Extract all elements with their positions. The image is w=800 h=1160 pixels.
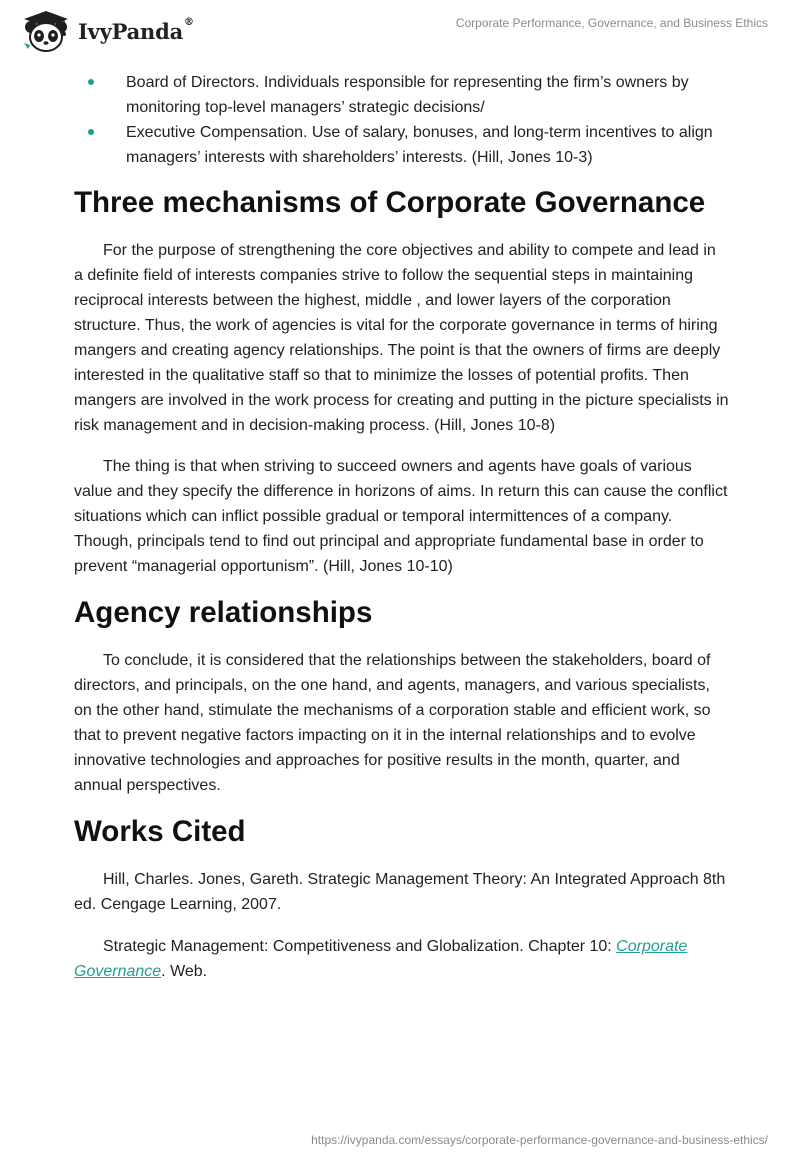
essay-content bbox=[74, 70, 729, 984]
bullet-list bbox=[74, 70, 729, 170]
citation: Hill, Charles. Jones, Gareth. Strategic Management Theory: An Integrated Approach 8th ed. Cengage Learning, 2007. bbox=[74, 871, 726, 913]
bullet-icon bbox=[88, 129, 94, 135]
brand-name[interactable]: IvyPanda® bbox=[78, 17, 194, 44]
bullet-icon bbox=[88, 79, 94, 85]
footer-url[interactable]: https://ivypanda.com/essays/corporate-performance-governance-and-business-ethics/ bbox=[311, 1133, 768, 1147]
list-item: Board of Directors. Individuals responsible for representing the firm’s owners by monitoring top-level managers’ strategic decisions/ bbox=[74, 70, 729, 120]
paragraph: For the purpose of strengthening the core objectives and ability to compete and lead in a definite field of interests companies strive to follow the sequential steps in maintaining reciprocal interests between the highest, middle , and lower layers of the corporation structure. Thus, the work of agencies is vital for the corporate governance in terms of hiring mangers and creating agency relationships. The point is that the owners of firms are deeply interested in the qualitative staff so that to minimize the losses of potential profits. Then mangers are involved in the work process for creating and putting in the picture specialists in risk management and in decision-making process. (Hill, Jones 10-8) bbox=[74, 242, 729, 434]
paragraph: To conclude, it is considered that the relationships between the stakeholders, board of directors, and principals, on the one hand, and agents, managers, and various specialists, on the other hand, stimulate the mechanisms of a corporation stable and efficient work, so that to prevent negative factors impacting on it in the internal relationships and to evolve innovative technologies and approaches for positive results in the month, quarter, and annual perspectives. bbox=[74, 652, 711, 794]
section-heading: Three mechanisms of Corporate Governance bbox=[74, 186, 706, 219]
page-header bbox=[0, 0, 800, 60]
citation-link[interactable]: Corporate Governance bbox=[74, 938, 688, 980]
paragraph: The thing is that when striving to succeed owners and agents have goals of various value and they specify the difference in horizons of aims. In return this can cause the conflict situations which can inflict possible gradual or temporal intermittences of a company. Though, principals tend to find out principal and appropriate fundamental base in order to prevent “managerial opportunism”. (Hill, Jones 10-10) bbox=[74, 458, 728, 575]
list-item: Executive Compensation. Use of salary, bonuses, and long-term incentives to align managers’ interests with shareholders’ interests. (Hill, Jones 10-3) bbox=[74, 120, 729, 170]
works-cited-heading: Works Cited bbox=[74, 815, 246, 848]
section-heading: Agency relationships bbox=[74, 596, 373, 629]
panda-logo-icon bbox=[16, 9, 76, 55]
document-title: Corporate Performance, Governance, and Business Ethics bbox=[455, 16, 768, 30]
citation: Strategic Management: Competitiveness and Globalization. Chapter 10: Corporate Governance. Web. bbox=[74, 938, 688, 980]
